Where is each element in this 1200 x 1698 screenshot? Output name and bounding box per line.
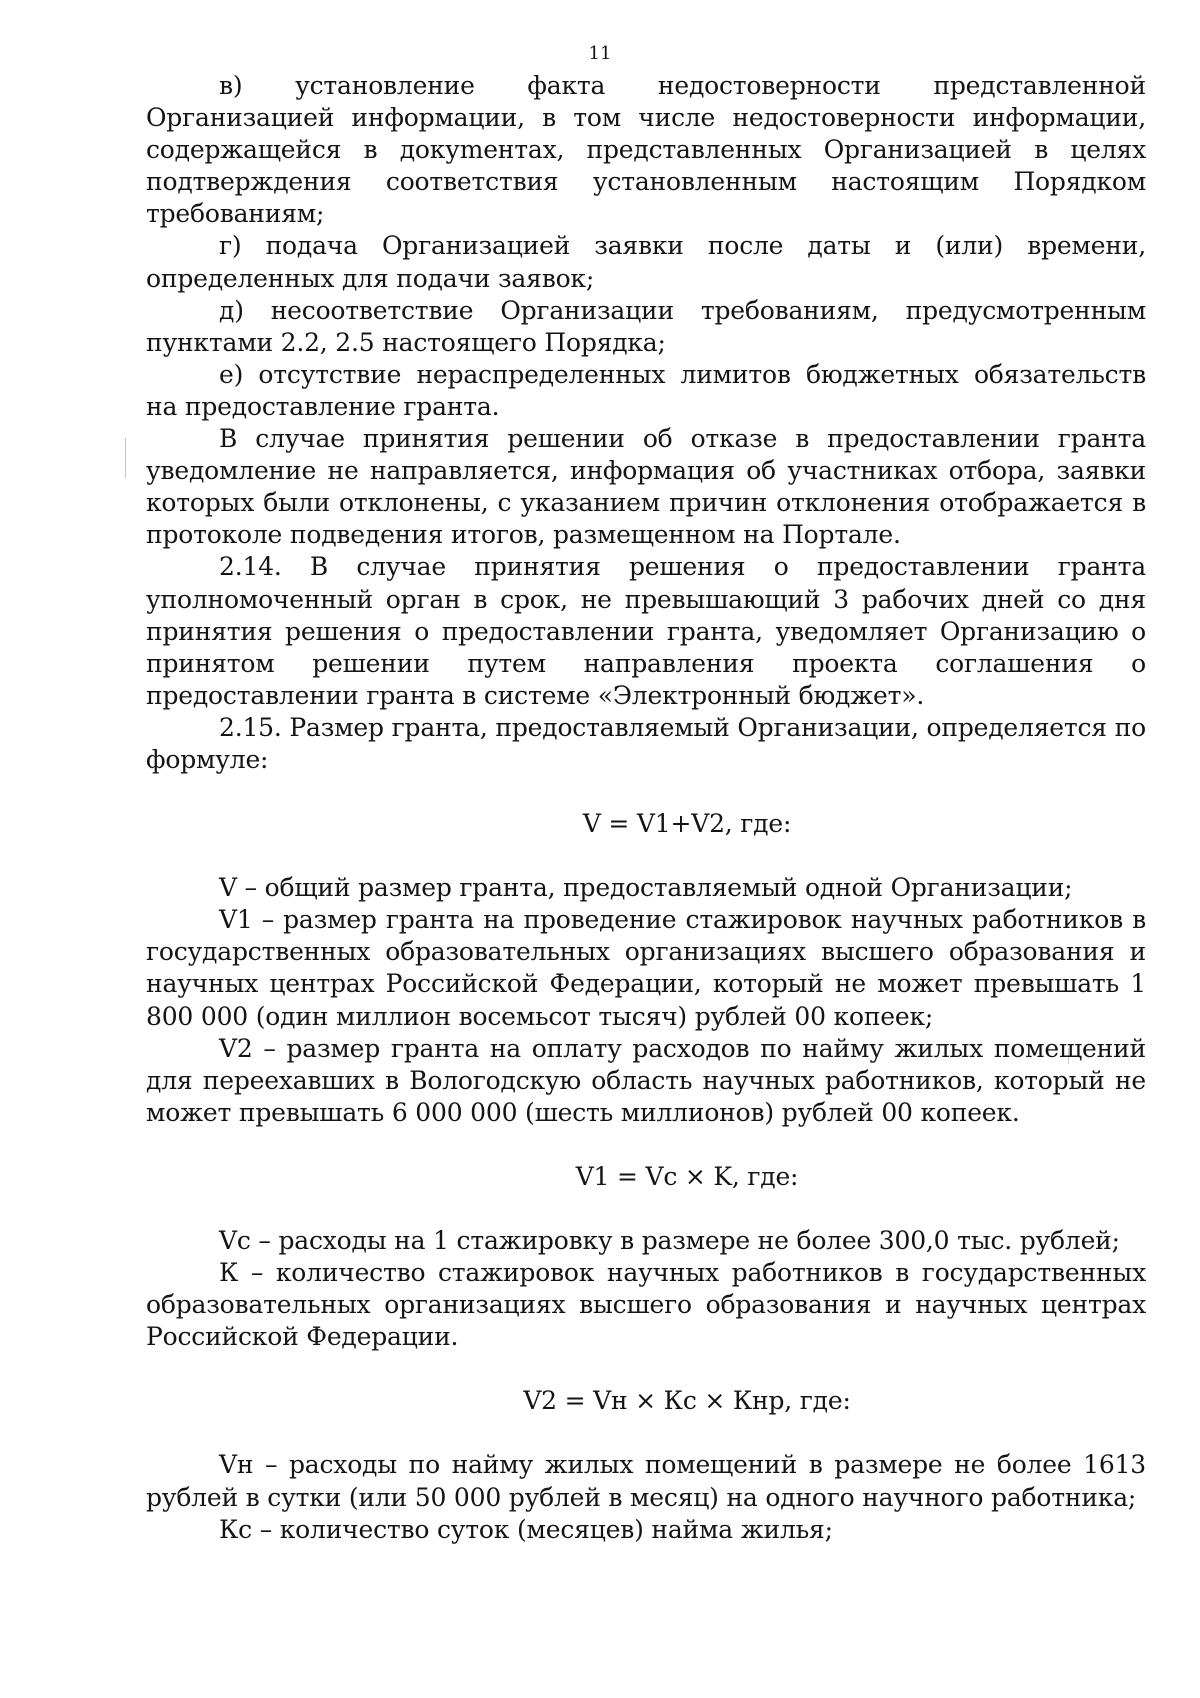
- formula-v1: V1 = Vc × K, где:: [575, 1161, 799, 1191]
- paragraph-item-e: е) отсутствие нераспределенных лимитов бюджетных обязательств на предоставление гранта.: [146, 359, 1146, 421]
- paragraph-item-g: г) подача Организацией заявки после даты и (или) времени, определенных для подачи заявок;: [146, 231, 1146, 293]
- paragraph-2-15: 2.15. Размер гранта, предоставляемый Организации, определяется по формуле:: [146, 712, 1146, 774]
- definition-v1: V1 – размер гранта на проведение стажировок научных работников в государственных образовательных организациях высшего образования и научных центрах Российской Федерации, который не может превышать 1 800 000 (один миллион восемьсот тысяч) рублей 00 копеек;: [146, 905, 1146, 1031]
- formula-grant-total: V = V1+V2, где:: [582, 809, 792, 839]
- definition-vn: Vн – расходы по найму жилых помещений в размере не более 1613 рублей в сутки (или 50 000 рублей в месяц) на одного научного работника;: [146, 1450, 1146, 1512]
- formula-v2: V2 = Vн × Кс × Кнр, где:: [523, 1386, 851, 1416]
- definition-v: V – общий размер гранта, предоставляемый одной Организации;: [219, 873, 1073, 903]
- document-body: [146, 70, 1146, 1546]
- definition-vc: Vc – расходы на 1 стажировку в размере не более 300,0 тыс. рублей;: [219, 1226, 1120, 1255]
- scan-mark-left: [125, 438, 126, 478]
- definition-v2: V2 – размер гранта на оплату расходов по найму жилых помещений для переехавших в Вологодскую область научных работников, который не может превышать 6 000 000 (шесть миллионов) рублей 00 копеек.: [146, 1033, 1146, 1127]
- paragraph-refusal: В случае принятия решении об отказе в предоставлении гранта уведомление не направляется, информация об участниках отбора, заявки которых были отклонены, с указанием причин отклонения отображается в протоколе подведения итогов, размещенном на Портале.: [146, 424, 1146, 550]
- paragraph-2-14: 2.14. В случае принятия решения о предоставлении гранта уполномоченный орган в срок, не превышающий 3 рабочих дней со дня принятия решения о предоставлении гранта, уведомляет Организацию о принятом решении путем направления проекта соглашения о предоставлении гранта в системе «Электронный бюджет».: [146, 552, 1146, 710]
- page-number: 11: [588, 43, 612, 64]
- definition-kc: Кс – количество суток (месяцев) найма жилья;: [219, 1514, 833, 1544]
- paragraph-item-d: д) несоответствие Организации требованиям, предусмотренным пунктами 2.2, 2.5 настоящего Порядка;: [146, 295, 1146, 357]
- definition-k: К – количество стажировок научных работников в государственных образовательных организациях высшего образования и научных центрах Российской Федерации.: [146, 1258, 1146, 1352]
- paragraph-item-v: в) установление факта недостоверности представленной Организацией информации, в том числе недостоверности информации, содержащейся в докуmентах, представленных Организацией в целях подтверждения соответствия установленным настоящим Порядком требованиям;: [146, 71, 1146, 229]
